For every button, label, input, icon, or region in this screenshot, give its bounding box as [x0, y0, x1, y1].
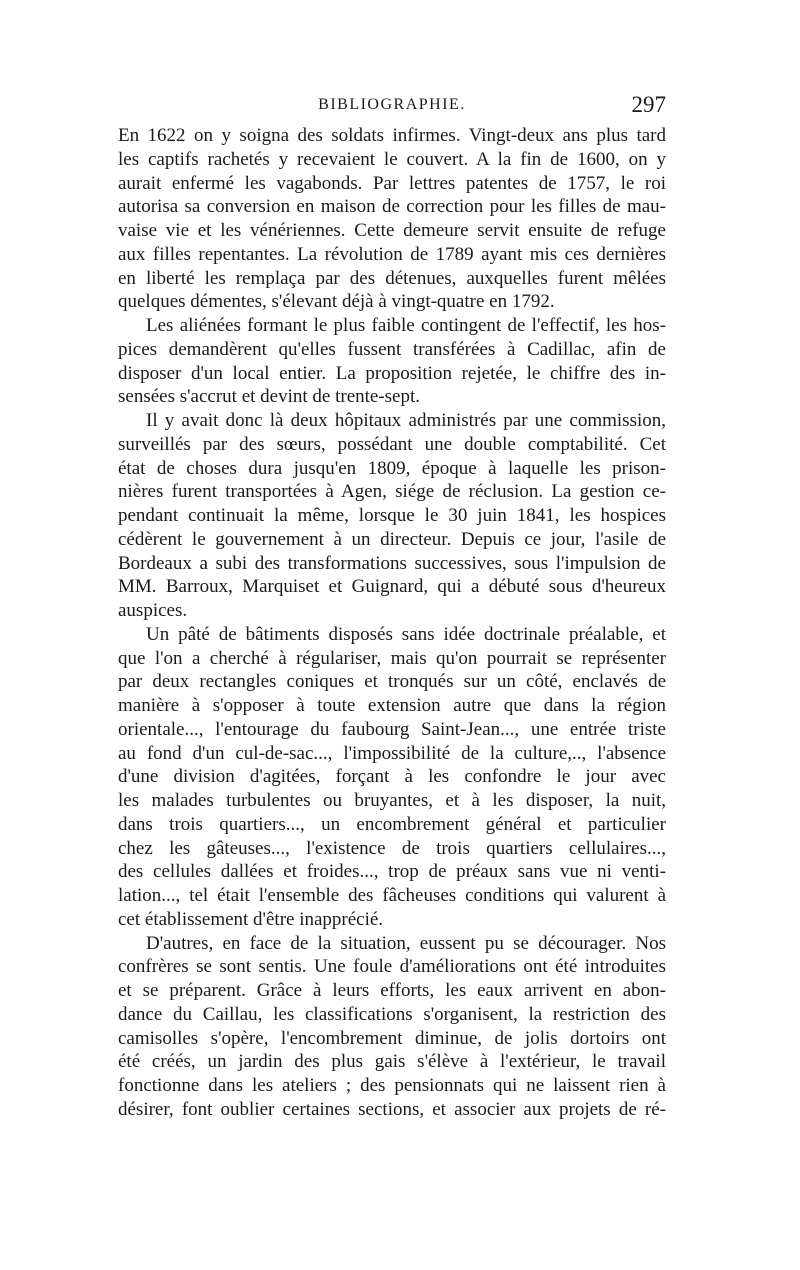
text-line: les malades turbulentes ou bruyantes, et à les disposer, la nuit,	[118, 790, 666, 811]
text-line: pices demandèrent qu'elles fussent transférées à Cadillac, afin de	[118, 338, 666, 360]
text-line: Les aliénées formant le plus faible contingent de l'effectif, les hos-	[146, 315, 666, 336]
text-line: autorisa sa conversion en maison de correction pour les filles de mau-	[118, 196, 666, 218]
text-line: disposer d'un local entier. La proposition rejetée, le chiffre des in-	[118, 362, 666, 384]
text-line: et se préparent. Grâce à leurs efforts, les eaux arrivent en abon-	[118, 980, 666, 1001]
text-line: Un pâté de bâtiments disposés sans idée doctrinale préalable, et	[146, 623, 666, 645]
text-line: chez les gâteuses..., l'existence de trois quartiers cellulaires...,	[118, 837, 666, 859]
text-line: confrères se sont sentis. Une foule d'améliorations ont été introduites	[118, 956, 666, 978]
text-line: que l'on a cherché à régulariser, mais qu'on pourrait se représenter	[118, 647, 666, 669]
text-line: dans trois quartiers..., un encombrement général et particulier	[118, 813, 666, 835]
text-line: pendant continuait la même, lorsque le 30 juin 1841, les hospices	[118, 505, 666, 526]
text-line: camisolles s'opère, l'encombrement diminue, de jolis dortoirs ont	[118, 1027, 666, 1049]
text-line: quelques démentes, s'élevant déjà à vingt-quatre en 1792.	[118, 291, 555, 313]
text-line: en liberté les remplaça par des détenues, auxquelles furent mêlées	[118, 267, 666, 289]
text-line: manière à s'opposer à toute extension autre que dans la région	[118, 695, 666, 716]
text-line: D'autres, en face de la situation, eussent pu se décourager. Nos	[146, 932, 666, 954]
text-line: Il y avait donc là deux hôpitaux administrés par une commission,	[146, 410, 666, 431]
text-line: orientale..., l'entourage du faubourg Saint-Jean..., une entrée triste	[118, 718, 666, 740]
text-line: fonctionne dans les ateliers ; des pensionnats qui ne laissent rien à	[118, 1075, 666, 1096]
text-line: cet établissement d'être inapprécié.	[118, 908, 384, 930]
text-line: aux filles repentantes. La révolution de 1789 ayant mis ces dernières	[118, 243, 666, 265]
body-text	[118, 124, 666, 1122]
running-title: BIBLIOGRAPHIE.	[318, 96, 466, 113]
text-line: vaise vie et les vénériennes. Cette demeure servit ensuite de refuge	[118, 220, 666, 241]
text-line: auspices.	[118, 600, 188, 621]
text-line: MM. Barroux, Marquiset et Guignard, qui a débuté sous d'heureux	[118, 576, 666, 598]
text-line: au fond d'un cul-de-sac..., l'impossibilité de la culture,.., l'absence	[118, 742, 666, 764]
text-line: les captifs rachetés y recevaient le couvert. A la fin de 1600, on y	[118, 148, 666, 170]
text-line: été créés, un jardin des plus gais s'élève à l'extérieur, le travail	[118, 1051, 666, 1073]
text-line: d'une division d'agitées, forçant à les confondre le jour avec	[118, 766, 666, 788]
text-line: sensées s'accrut et devint de trente-sept.	[118, 386, 421, 408]
text-line: aurait enfermé les vagabonds. Par lettres patentes de 1757, le roi	[118, 172, 666, 194]
text-line: Bordeaux a subi des transformations successives, sous l'impulsion de	[118, 552, 666, 574]
text-line: lation..., tel était l'ensemble des fâcheuses conditions qui valurent à	[118, 885, 666, 906]
text-line: par deux rectangles coniques et tronqués sur un côté, enclavés de	[118, 671, 666, 693]
page-header	[118, 92, 666, 122]
text-line: nières furent transportées à Agen, siége de réclusion. La gestion ce-	[118, 481, 666, 503]
text-line: surveillés par des sœurs, possédant une double comptabilité. Cet	[118, 433, 666, 455]
text-line: dance du Caillau, les classifications s'organisent, la restriction des	[118, 1003, 666, 1025]
text-line: En 1622 on y soigna des soldats infirmes. Vingt-deux ans plus tard	[118, 125, 666, 146]
text-line: cédèrent le gouvernement à un directeur. Depuis ce jour, l'asile de	[118, 528, 666, 550]
text-line: des cellules dallées et froides..., trop de préaux sans vue ni venti-	[118, 861, 666, 883]
text-line: désirer, font oublier certaines sections, et associer aux projets de ré-	[118, 1098, 666, 1120]
page-number: 297	[631, 92, 666, 117]
text-line: état de choses dura jusqu'en 1809, époque à laquelle les prison-	[118, 457, 666, 479]
